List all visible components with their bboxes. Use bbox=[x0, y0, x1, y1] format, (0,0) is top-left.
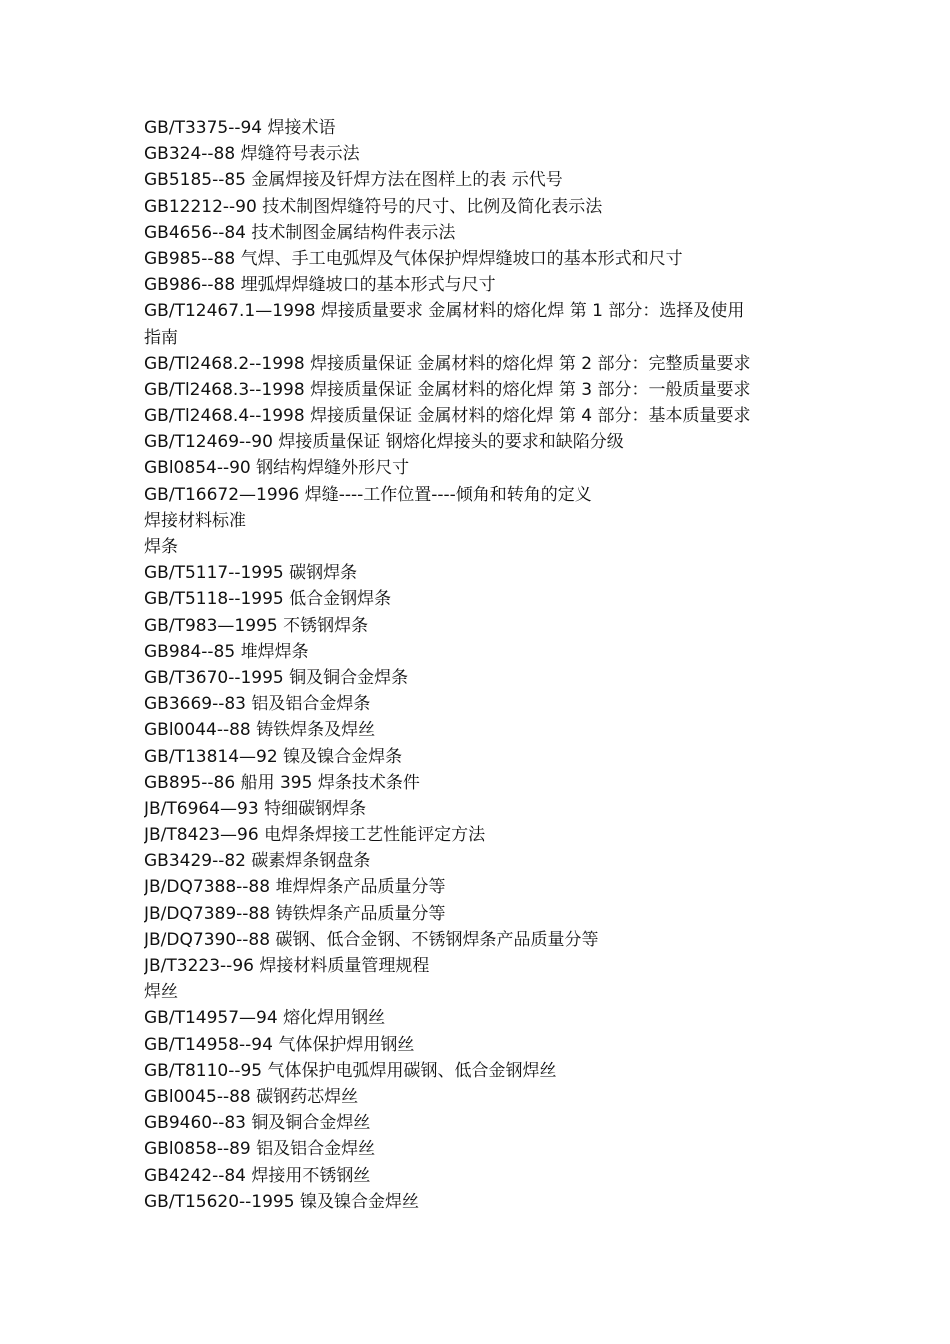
text-line: JB/T3223--96 焊接材料质量管理规程 bbox=[144, 956, 430, 976]
text-line: GBl0854--90 钢结构焊缝外形尺寸 bbox=[144, 458, 410, 479]
text-line: GB3429--82 碳素焊条钢盘条 bbox=[144, 851, 371, 872]
text-line: GB/Tl2468.3--1998 焊接质量保证 金属材料的熔化焊 第 3 部分：一般质量要求 bbox=[144, 379, 751, 400]
text-line: GB/T16672—1996 焊缝----工作位置----倾角和转角的定义 bbox=[144, 484, 592, 505]
text-line: GB/T12469--90 焊接质量保证 钢熔化焊接头的要求和缺陷分级 bbox=[144, 432, 624, 453]
standards-list bbox=[144, 115, 824, 1215]
text-line: GB/T15620--1995 镍及镍合金焊丝 bbox=[144, 1191, 419, 1212]
text-line: GB/T5117--1995 碳钢焊条 bbox=[144, 563, 358, 584]
text-line: GB324--88 焊缝符号表示法 bbox=[144, 144, 360, 165]
text-line: GB895--86 船用 395 焊条技术条件 bbox=[144, 772, 420, 793]
text-line: GB/T3375--94 焊接术语 bbox=[144, 118, 336, 138]
text-line: GB4656--84 技术制图金属结构件表示法 bbox=[144, 222, 456, 243]
text-line: JB/DQ7390--88 碳钢、低合金钢、不锈钢焊条产品质量分等 bbox=[144, 929, 599, 950]
text-line: GB/T3670--1995 铜及铜合金焊条 bbox=[144, 667, 409, 688]
text-line: GB12212--90 技术制图焊缝符号的尺寸、比例及简化表示法 bbox=[144, 196, 603, 217]
text-line: GB/T14958--94 气体保护焊用钢丝 bbox=[144, 1034, 415, 1055]
text-line: GB/Tl2468.2--1998 焊接质量保证 金属材料的熔化焊 第 2 部分：完整质量要求 bbox=[144, 353, 751, 374]
text-line: JB/DQ7389--88 铸铁焊条产品质量分等 bbox=[144, 903, 446, 924]
text-line: JB/DQ7388--88 堆焊焊条产品质量分等 bbox=[144, 877, 446, 898]
text-line: GB/T5118--1995 低合金钢焊条 bbox=[144, 589, 392, 610]
text-line: GB3669--83 铝及铝合金焊条 bbox=[144, 694, 371, 715]
text-line: GB/T983—1995 不锈钢焊条 bbox=[144, 615, 369, 636]
text-line: GB984--85 堆焊焊条 bbox=[144, 641, 309, 662]
text-line: GBl0858--89 铝及铝合金焊丝 bbox=[144, 1139, 376, 1160]
subsection-heading: 焊条 bbox=[144, 537, 178, 557]
text-line: GB/Tl2468.4--1998 焊接质量保证 金属材料的熔化焊 第 4 部分：基本质量要求 bbox=[144, 406, 751, 427]
text-line: GB/T14957—94 熔化焊用钢丝 bbox=[144, 1008, 386, 1029]
text-line: GBl0044--88 铸铁焊条及焊丝 bbox=[144, 720, 376, 741]
section-heading: 焊接材料标准 bbox=[144, 510, 246, 531]
text-line: GBl0045--88 碳钢药芯焊丝 bbox=[144, 1086, 359, 1107]
subsection-heading: 焊丝 bbox=[144, 982, 178, 1003]
text-line: GB9460--83 铜及铜合金焊丝 bbox=[144, 1113, 371, 1134]
text-line: JB/T6964—93 特细碳钢焊条 bbox=[144, 798, 367, 819]
text-line: GB985--88 气焊、手工电弧焊及气体保护焊焊缝坡口的基本形式和尺寸 bbox=[144, 248, 683, 269]
text-line: GB/T13814—92 镍及镍合金焊条 bbox=[144, 746, 403, 767]
text-line: GB4242--84 焊接用不锈钢丝 bbox=[144, 1165, 371, 1186]
text-line: GB/T12467.1—1998 焊接质量要求 金属材料的熔化焊 第 1 部分：选择及使用 bbox=[144, 301, 745, 322]
text-line: GB5185--85 金属焊接及钎焊方法在图样上的表 示代号 bbox=[144, 170, 563, 191]
text-line: 指南 bbox=[144, 327, 178, 348]
text-line: JB/T8423—96 电焊条焊接工艺性能评定方法 bbox=[144, 825, 486, 846]
text-line: GB/T8110--95 气体保护电弧焊用碳钢、低合金钢焊丝 bbox=[144, 1060, 557, 1081]
text-line: GB986--88 埋弧焊焊缝坡口的基本形式与尺寸 bbox=[144, 275, 496, 296]
